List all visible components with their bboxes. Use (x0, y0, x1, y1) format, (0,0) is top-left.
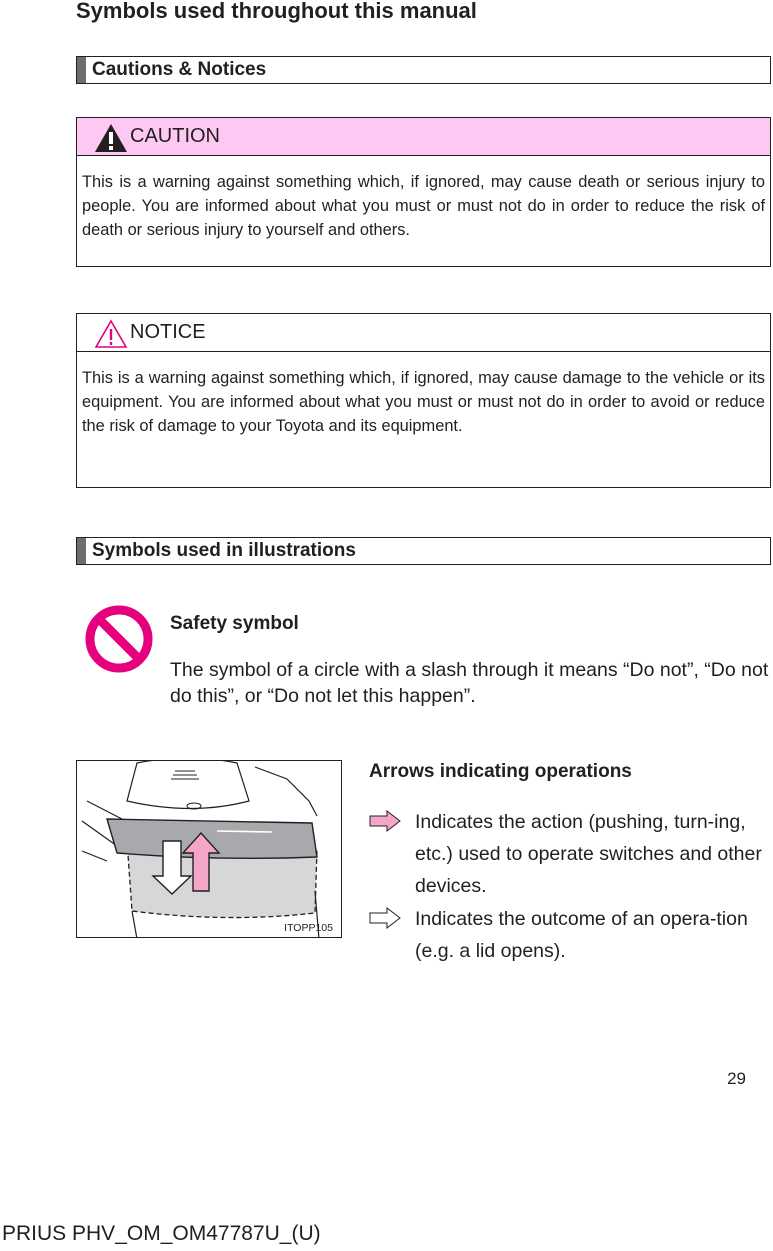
notice-text: This is a warning against something which, if ignored, may cause damage to the vehicle or its equipment. You are informed about what you must or must not do in order to avoid or reduce the risk of damage to your Toyota and its equipment. (82, 369, 765, 435)
section-heading-cautions-notices: Cautions & Notices (76, 56, 771, 84)
illustration-code: ITOPP105 (284, 922, 333, 934)
notice-box (76, 313, 771, 488)
page-number: 29 (727, 1069, 746, 1088)
notice-header (77, 314, 770, 352)
caution-text: This is a warning against something which, if ignored, may cause death or serious injury to people. You are informed about what you must or must not do in order to reduce the risk of death or serious injury to yourself and others. (82, 173, 765, 239)
safety-symbol-text: The symbol of a circle with a slash through it means “Do not”, “Do not do this”, or “Do not let this happen”. (170, 659, 769, 707)
warning-triangle-icon (94, 123, 128, 153)
action-arrow-icon (369, 810, 401, 832)
notice-triangle-icon (94, 319, 128, 349)
document-footer: PRIUS PHV_OM_OM47787U_(U) (2, 1222, 321, 1245)
storage-lid-drawing (77, 761, 342, 938)
caution-label: CAUTION (130, 125, 220, 147)
prohibition-icon (84, 604, 154, 674)
caution-header (77, 118, 770, 156)
page-title: Symbols used throughout this manual (76, 0, 477, 23)
safety-symbol-title: Safety symbol (170, 613, 299, 634)
section-heading-symbols-illustrations: Symbols used in illustrations (76, 537, 771, 565)
notice-label: NOTICE (130, 321, 206, 343)
caution-box (76, 117, 771, 267)
outcome-arrow-text: Indicates the outcome of an opera-tion (e.g. a lid opens). (415, 908, 748, 962)
arrows-title: Arrows indicating operations (369, 761, 632, 782)
operation-illustration (76, 760, 342, 938)
outcome-arrow-icon (369, 907, 401, 929)
action-arrow-text: Indicates the action (pushing, turn-ing, etc.) used to operate switches and other devices. (415, 811, 762, 897)
